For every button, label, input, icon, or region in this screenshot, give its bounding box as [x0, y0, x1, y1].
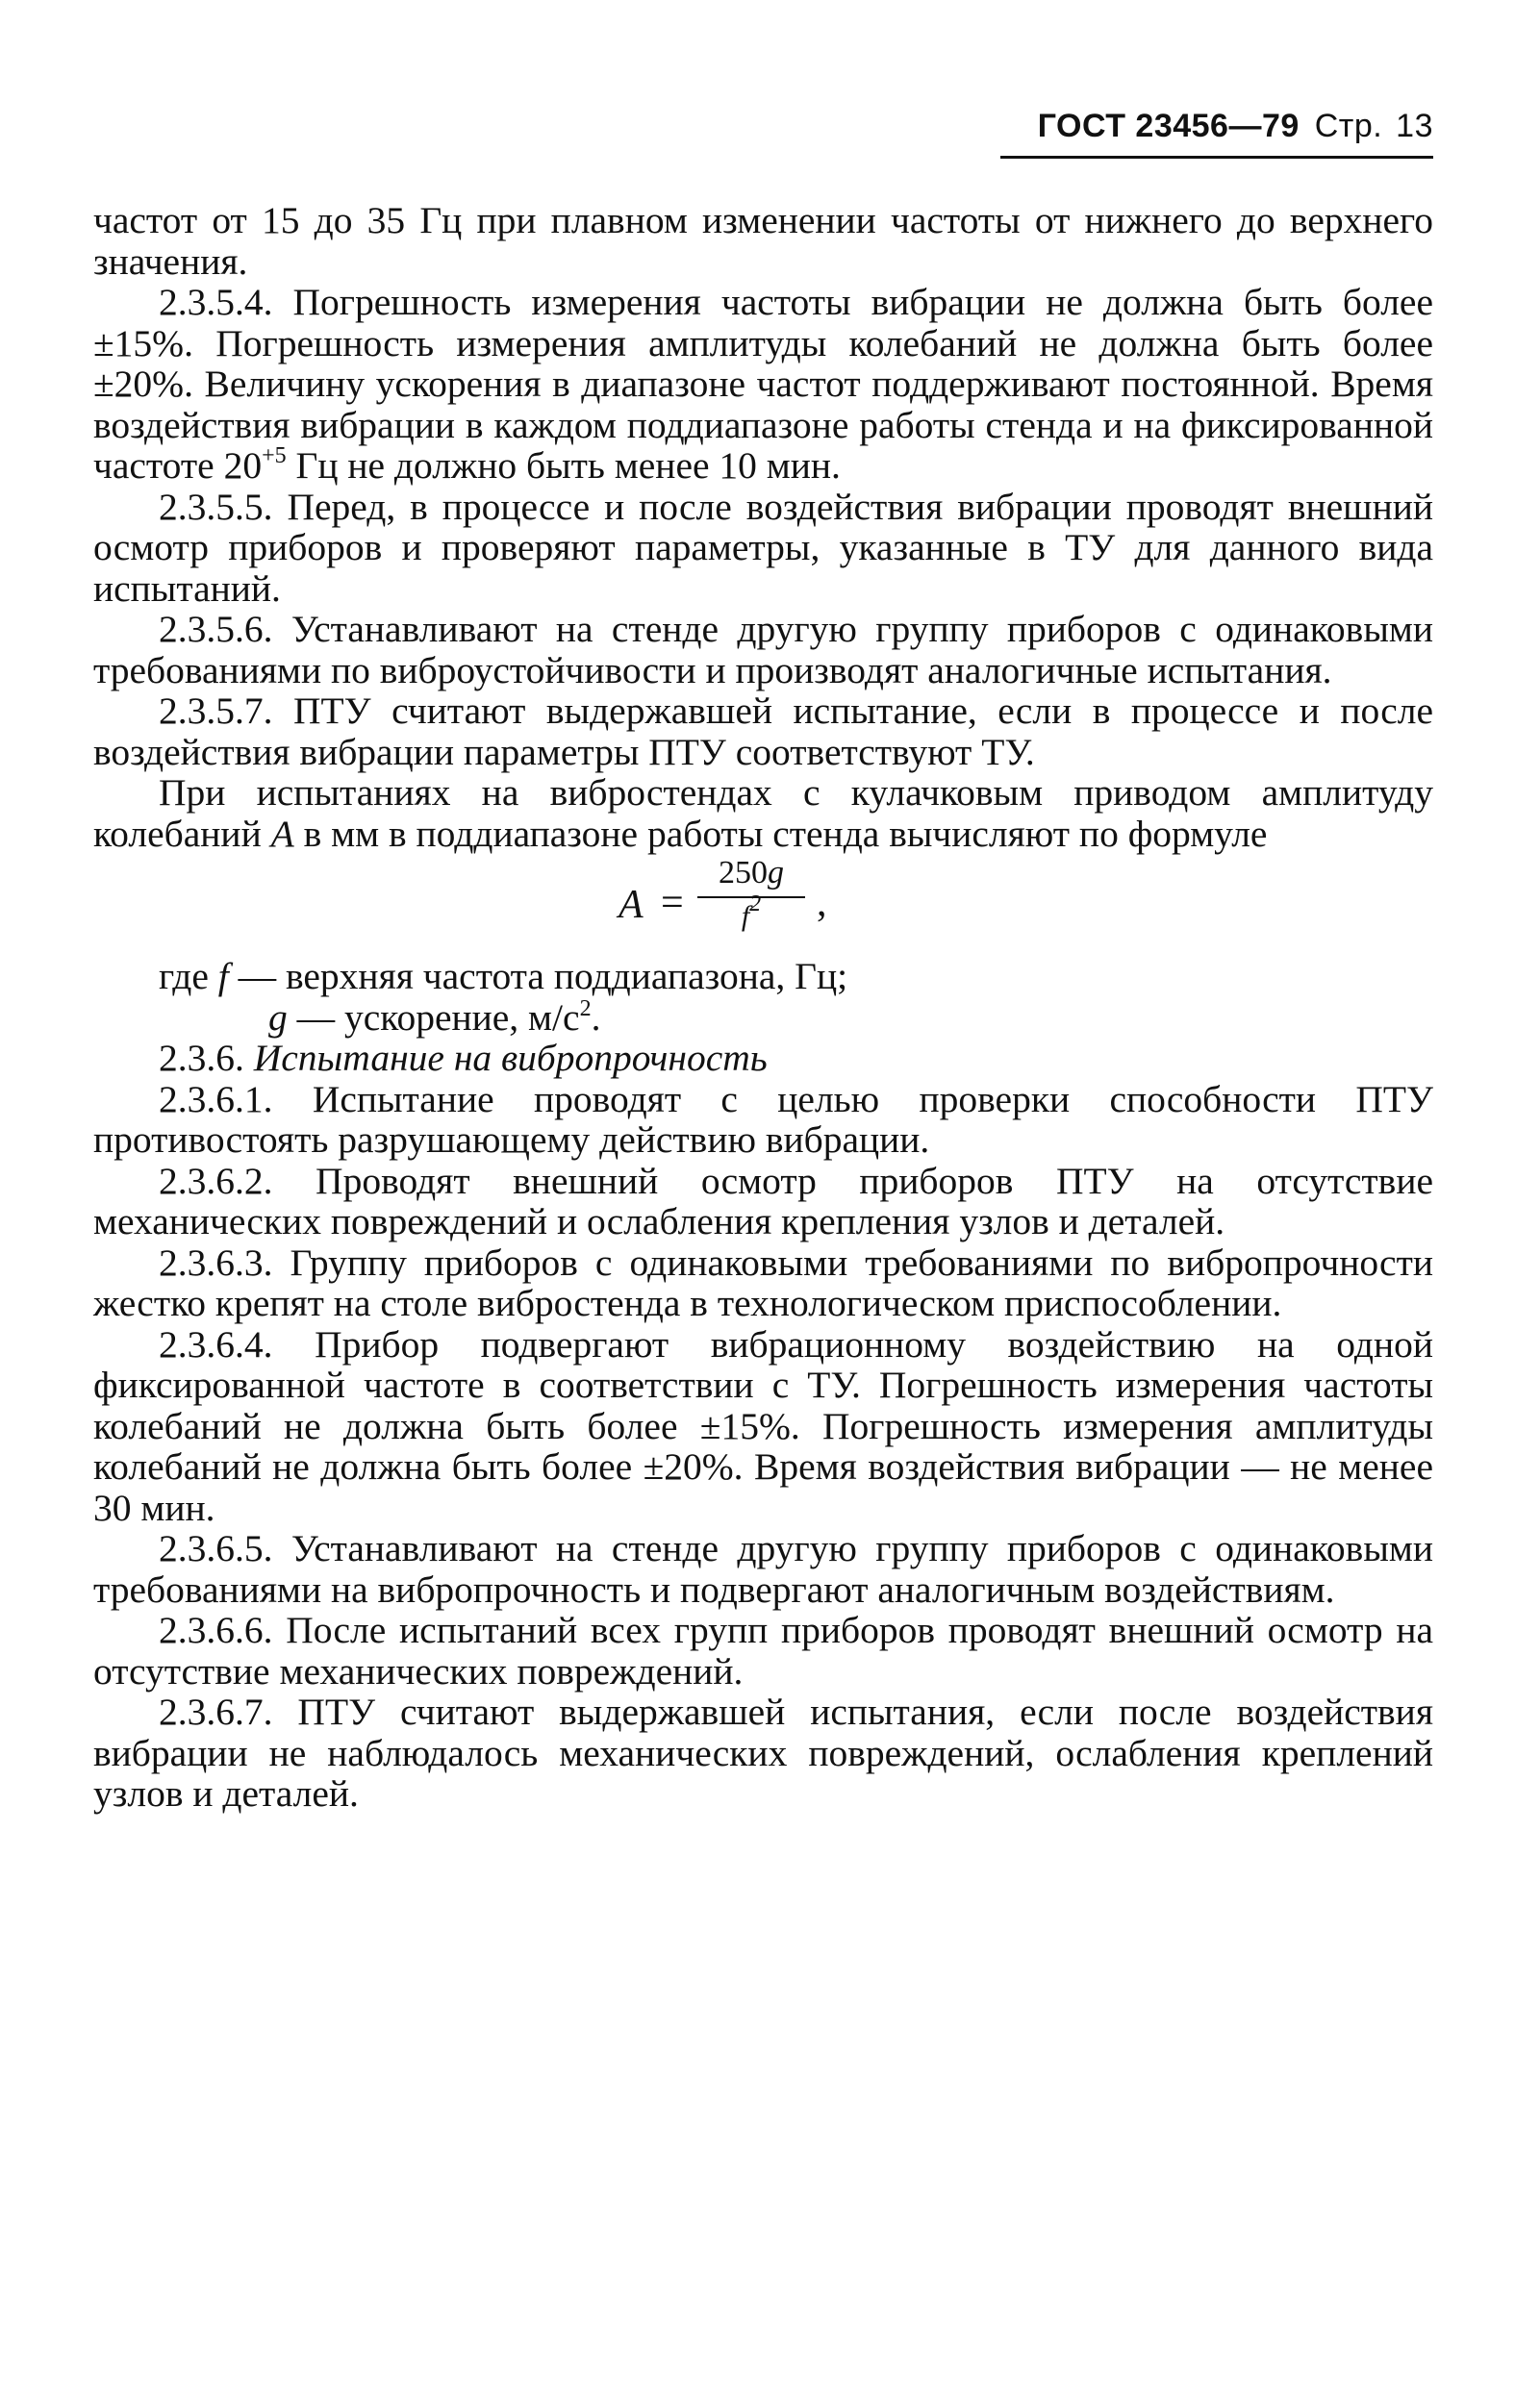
formula-fraction	[697, 854, 805, 933]
paragraph-text: 2.3.5.4. Погрешность измерения частоты вибрации не должна быть более ±15%. Погрешность измерения амплитуды колебаний не должна быть более ±20%. Величину ускорения в диапазоне частот поддерживают постоянной. Время воздействия вибрации в каждом поддиапазоне работы стенда и на фиксированной частоте 20	[93, 281, 1433, 487]
amplitude-variable: A	[270, 812, 294, 855]
section-title: Испытание на вибропрочность	[253, 1037, 768, 1079]
f-definition: — верхняя частота поддиапазона, Гц;	[228, 955, 848, 997]
document-body	[93, 200, 1433, 1815]
paragraph-2-3-6-1: 2.3.6.1. Испытание проводят с целью проверки способности ПТУ противостоять разрушающему действию вибрации.	[93, 1077, 1433, 1161]
where-lead: где	[159, 955, 218, 997]
g-definition-end: .	[591, 995, 601, 1039]
paragraph-amplitude	[93, 772, 1433, 854]
where-g	[93, 997, 1433, 1039]
formula-equals: =	[661, 881, 684, 925]
paragraph-2-3-5-5: 2.3.5.5. Перед, в процессе и после воздействия вибрации проводят внешний осмотр приборов и проверяют параметры, указанные в ТУ для данного вида испытаний.	[93, 485, 1433, 610]
section-heading-2-3-6	[93, 1038, 1433, 1079]
paragraph-2-3-5-6: 2.3.5.6. Устанавливают на стенде другую группу приборов с одинаковыми требованиями по виброустойчивости и производят аналогичные испытания.	[93, 608, 1433, 691]
page-label: Стр.	[1314, 108, 1383, 144]
formula-lhs: A	[619, 883, 644, 927]
f-variable: f	[217, 955, 229, 997]
page-number: 13	[1396, 108, 1433, 144]
header-rule	[1000, 156, 1433, 159]
paragraph: частот от 15 до 35 Гц при плавном изменении частоты от нижнего до верхнего значения.	[93, 199, 1433, 283]
paragraph-2-3-6-4: 2.3.6.4. Прибор подвергают вибрационному воздействию на одной фиксированной частоте в соответствии с ТУ. Погрешность измерения частоты колебаний не должна быть более ±15%. Погрешность измерения амплитуды колебаний не должна быть более ±20%. Время воздействия вибрации — не менее 30 мин.	[93, 1322, 1433, 1529]
g-unit-exponent: 2	[579, 995, 592, 1021]
formula-numerator	[697, 854, 805, 892]
paragraph-2-3-5-7: 2.3.5.7. ПТУ считают выдержавшей испытание, если в процессе и после воздействия вибрации параметры ПТУ соответствуют ТУ.	[93, 690, 1433, 773]
paragraph-2-3-6-6: 2.3.6.6. После испытаний всех групп приборов проводят внешний осмотр на отсутствие механических повреждений.	[93, 1609, 1433, 1693]
g-variable: g	[268, 995, 288, 1039]
paragraph-2-3-5-4	[93, 282, 1433, 487]
section-number: 2.3.6.	[159, 1037, 254, 1079]
numerator-variable: g	[768, 855, 784, 890]
paragraph-2-3-6-5: 2.3.6.5. Устанавливают на стенде другую группу приборов с одинаковыми требованиями на вибропрочность и подвергают аналогичным воздействиям.	[93, 1527, 1433, 1611]
standard-code: ГОСТ 23456—79	[1037, 108, 1300, 144]
formula-trail: ,	[817, 881, 827, 925]
where-f	[93, 956, 1433, 997]
numerator-number: 250	[719, 855, 768, 890]
paragraph-2-3-6-3: 2.3.6.3. Группу приборов с одинаковыми требованиями по вибропрочности жестко крепят на столе вибростенда в технологическом приспособлении.	[93, 1241, 1433, 1324]
formula-denominator	[697, 891, 805, 933]
paragraph-tail: Гц не должно быть менее 10 мин.	[286, 444, 841, 487]
amplitude-formula	[93, 854, 1433, 956]
tolerance-superscript: +5	[262, 443, 287, 468]
denominator-variable: f	[741, 900, 750, 932]
paragraph-2-3-6-7: 2.3.6.7. ПТУ считают выдержавшей испытания, если после воздействия вибрации не наблюдалось механических повреждений, ослабления креплений узлов и деталей.	[93, 1691, 1433, 1815]
page-header	[0, 108, 1433, 145]
paragraph-tail: в мм в поддиапазоне работы стенда вычисляют по формуле	[293, 812, 1268, 855]
paragraph-text: При испытаниях на вибростендах с кулачковым приводом амплитуду колебаний	[93, 771, 1433, 855]
g-definition: — ускорение, м/с	[287, 995, 580, 1039]
paragraph-2-3-6-2: 2.3.6.2. Проводят внешний осмотр приборов ПТУ на отсутствие механических повреждений и ослабления крепления узлов и деталей.	[93, 1159, 1433, 1242]
denominator-exponent: 2	[749, 891, 762, 916]
